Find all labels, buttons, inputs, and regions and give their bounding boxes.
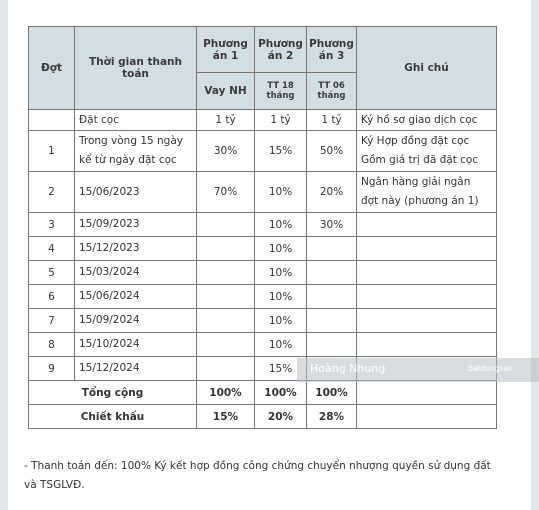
time-cell-line: 15/09/2024 — [79, 314, 140, 326]
header-option-1: Phương án 1 — [197, 27, 255, 73]
option-2-cell: 10% — [255, 261, 307, 285]
table-row — [29, 285, 497, 309]
dot-cell: 1 — [29, 131, 75, 172]
option-2-cell: 15% — [255, 131, 307, 172]
time-cell-line: 15/12/2023 — [79, 242, 140, 254]
dot-cell: 7 — [29, 309, 75, 333]
option-3-cell — [307, 237, 357, 261]
time-cell — [75, 285, 197, 309]
option-2-cell: 10% — [255, 309, 307, 333]
header-option-2: Phương án 2 — [255, 27, 307, 73]
option-2-cell: 10% — [255, 213, 307, 237]
dot-cell: 4 — [29, 237, 75, 261]
option-3-cell: 50% — [307, 131, 357, 172]
note-cell-line: Gồm giá trị đã đặt cọc — [361, 154, 479, 166]
watermark-name: Hoàng Nhung — [310, 362, 386, 375]
note-cell-line: đợt này (phương án 1) — [361, 195, 479, 207]
time-cell-line: 15/03/2024 — [79, 266, 140, 278]
option-2-cell: 10% — [255, 172, 307, 213]
time-cell-line: Trong vòng 15 ngày — [79, 135, 184, 147]
option-1-cell: 30% — [197, 131, 255, 172]
note-cell-line: Ký Hợp đồng đặt cọc — [361, 135, 470, 147]
option-3-cell — [307, 309, 357, 333]
discount-row-option-3: 28% — [307, 405, 357, 429]
option-3-cell — [307, 285, 357, 309]
table-row — [29, 237, 497, 261]
option-1-cell — [197, 285, 255, 309]
total-row — [29, 381, 497, 405]
dot-cell: 8 — [29, 333, 75, 357]
option-2-cell: 15% — [255, 357, 307, 381]
table-row — [29, 172, 497, 213]
header-option-1-sub: Vay NH — [197, 73, 255, 110]
table-row — [29, 309, 497, 333]
note-cell-line: Ký hồ sơ giao dịch cọc — [361, 113, 478, 126]
option-2-cell: 1 tỷ — [255, 110, 307, 131]
time-cell-line: 15/09/2023 — [79, 218, 140, 230]
dot-cell — [29, 110, 75, 131]
note-cell — [357, 285, 497, 309]
table-row — [29, 110, 497, 131]
note-cell — [357, 172, 497, 213]
header-option-3-sub: TT 06 tháng — [307, 73, 357, 110]
time-cell — [75, 110, 197, 131]
table-row — [29, 131, 497, 172]
option-1-cell: 1 tỷ — [197, 110, 255, 131]
note-cell — [357, 110, 497, 131]
time-cell — [75, 237, 197, 261]
note-cell-line: Ngân hàng giải ngân — [361, 176, 471, 188]
time-cell — [75, 172, 197, 213]
option-1-cell: 70% — [197, 172, 255, 213]
note-cell — [357, 131, 497, 172]
option-1-cell — [197, 237, 255, 261]
note-cell — [357, 213, 497, 237]
header-option-2-sub: TT 18 tháng — [255, 73, 307, 110]
watermark-logo: Batdongsan — [468, 364, 513, 373]
dot-cell: 9 — [29, 357, 75, 381]
note-cell — [357, 309, 497, 333]
time-cell-line: 15/12/2024 — [79, 362, 140, 374]
time-cell-line: Đặt cọc — [79, 113, 119, 126]
option-2-cell: 10% — [255, 333, 307, 357]
time-cell-line: 15/06/2023 — [79, 185, 140, 198]
footnote: - Thanh toán đến: 100% Ký kết hợp đồng công chứng chuyển nhượng quyền sử dụng đất và TSGLVĐ. — [24, 460, 491, 491]
discount-row-note — [357, 405, 497, 429]
discount-row-option-1: 15% — [197, 405, 255, 429]
total-row-note — [357, 381, 497, 405]
option-3-cell — [307, 333, 357, 357]
discount-row-label: Chiết khấu — [29, 405, 197, 429]
option-3-cell: 20% — [307, 172, 357, 213]
total-row-label: Tổng cộng — [29, 381, 197, 405]
total-row-option-3: 100% — [307, 381, 357, 405]
note-cell — [357, 237, 497, 261]
table-row — [29, 261, 497, 285]
total-row-option-1: 100% — [197, 381, 255, 405]
dot-cell: 5 — [29, 261, 75, 285]
header-dot: Đợt — [29, 27, 75, 110]
option-3-cell — [307, 261, 357, 285]
table-row — [29, 213, 497, 237]
time-cell — [75, 131, 197, 172]
option-3-cell: 30% — [307, 213, 357, 237]
option-2-cell: 10% — [255, 237, 307, 261]
total-row-option-2: 100% — [255, 381, 307, 405]
option-1-cell — [197, 333, 255, 357]
time-cell — [75, 309, 197, 333]
time-cell-line: kể từ ngày đặt cọc — [79, 154, 177, 166]
option-1-cell — [197, 309, 255, 333]
time-cell — [75, 357, 197, 381]
dot-cell: 3 — [29, 213, 75, 237]
note-cell — [357, 261, 497, 285]
option-1-cell — [197, 261, 255, 285]
time-cell — [75, 213, 197, 237]
time-cell — [75, 333, 197, 357]
time-cell-line: 15/06/2024 — [79, 290, 140, 302]
time-cell-line: 15/10/2024 — [79, 338, 140, 350]
discount-row-option-2: 20% — [255, 405, 307, 429]
option-3-cell: 1 tỷ — [307, 110, 357, 131]
note-cell — [357, 333, 497, 357]
time-cell — [75, 261, 197, 285]
option-1-cell — [197, 213, 255, 237]
option-1-cell — [197, 357, 255, 381]
dot-cell: 2 — [29, 172, 75, 213]
discount-row — [29, 405, 497, 429]
header-option-3: Phương án 3 — [307, 27, 357, 73]
option-2-cell: 10% — [255, 285, 307, 309]
header-payment-time: Thời gian thanh toán — [75, 27, 197, 110]
dot-cell: 6 — [29, 285, 75, 309]
header-note: Ghi chú — [357, 27, 497, 110]
table-row — [29, 333, 497, 357]
